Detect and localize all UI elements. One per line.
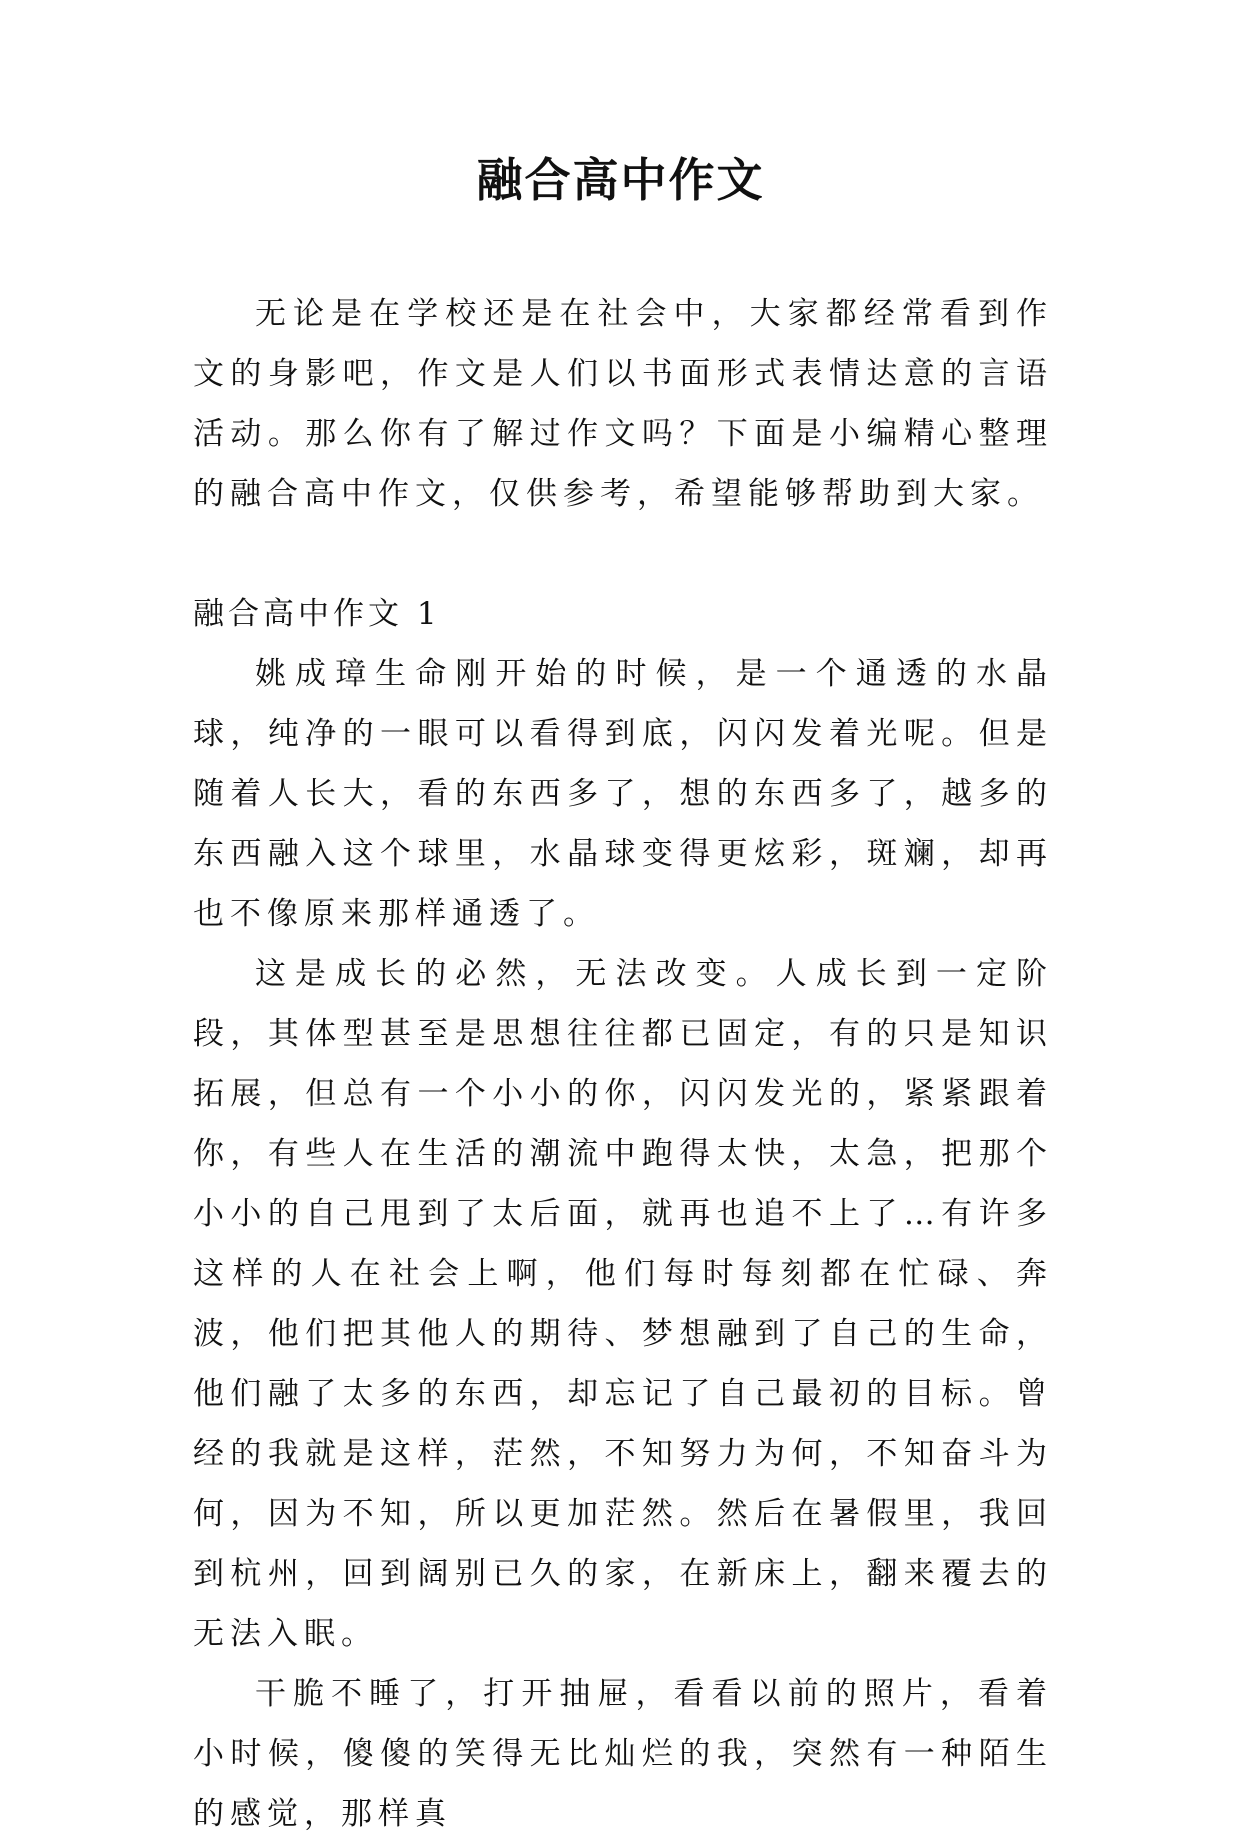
page-title: 融合高中作文 — [476, 153, 765, 207]
body-paragraph: 干脆不睡了，打开抽屉，看看以前的照片，看着小时候，傻傻的笑得无比灿烂的我，突然有一种陌生的感觉，那样真 — [193, 1676, 1053, 1832]
body-paragraph: 这是成长的必然，无法改变。人成长到一定阶段，其体型甚至是思想往往都已固定，有的只是知识拓展，但总有一个小小的你，闪闪发光的，紧紧跟着你，有些人在生活的潮流中跑得太快，太急，把那个小小的自己甩到了太后面，就再也追不上了…有许多这样的人在社会上啊，他们每时每刻都在忙碌、奔波，他们把其他人的期待、梦想融到了自己的生命，他们融了太多的东西，却忘记了自己最初的目标。曾经的我就是这样，茫然，不知努力为何，不知奋斗为何，因为不知，所以更加茫然。然后在暑假里，我回到杭州，回到阔别已久的家，在新床上，翻来覆去的无法入眠。 — [193, 956, 1053, 1652]
intro-paragraph: 无论是在学校还是在社会中，大家都经常看到作文的身影吧，作文是人们以书面形式表情达意的言语活动。那么你有了解过作文吗？下面是小编精心整理的融合高中作文，仅供参考，希望能够帮助到大家。 — [193, 296, 1053, 512]
body-paragraph: 姚成璋生命刚开始的时候，是一个通透的水晶球，纯净的一眼可以看得到底，闪闪发着光呢。但是随着人长大，看的东西多了，想的东西多了，越多的东西融入这个球里，水晶球变得更炫彩，斑斓，却再也不像原来那样通透了。 — [193, 656, 1053, 932]
section-heading: 融合高中作文 1 — [193, 596, 441, 632]
paragraph-spacer — [193, 524, 1053, 584]
document-body — [193, 284, 1053, 1844]
